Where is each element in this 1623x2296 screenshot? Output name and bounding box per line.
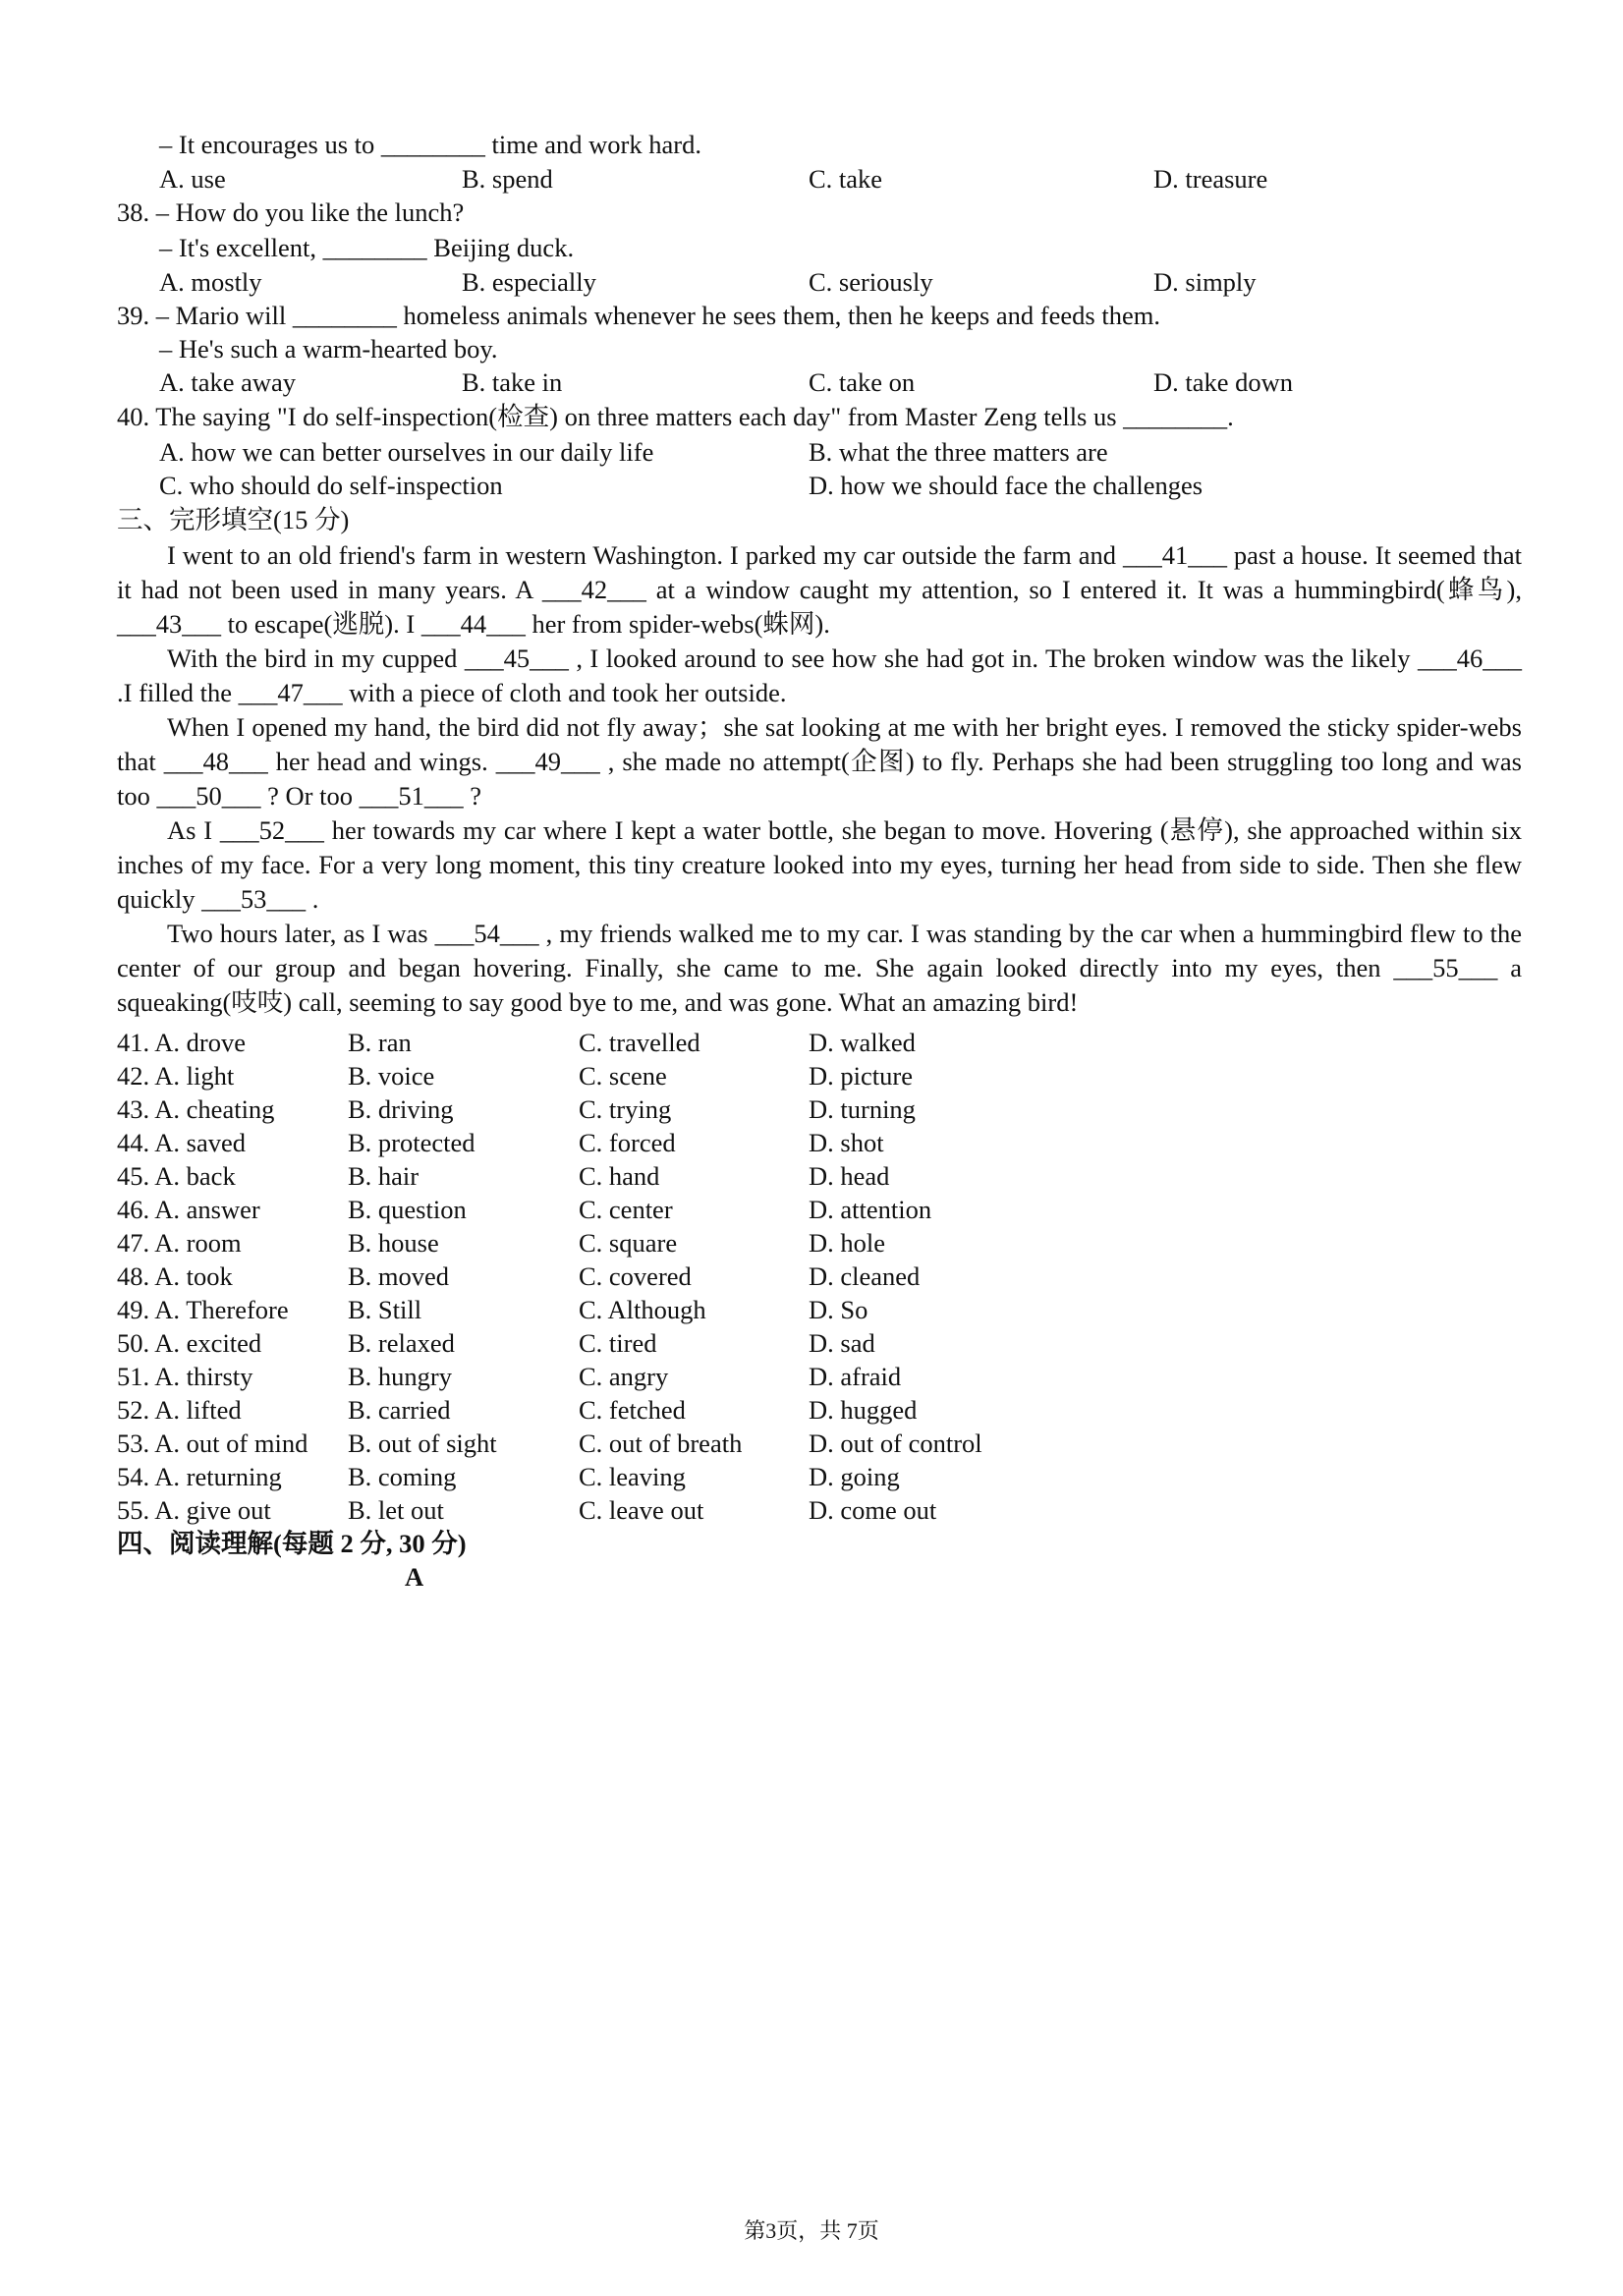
choice-row: 55. A. give out B. let out C. leave out D. come out	[117, 1495, 937, 1525]
paragraph-2: With the bird in my cupped ___45___ , I looked around to see how she had got in. The broken window was the likely ___46___ .I filled the ___47___ with a piece of cloth and took her outside.	[117, 644, 1522, 707]
option-b: B. take in	[462, 367, 563, 397]
choice-row: 50. A. excited B. relaxed C. tired D. sad	[117, 1328, 875, 1358]
paragraph-1: I went to an old friend's farm in western Washington. I parked my car outside the farm and ___41___ past a house. It seemed that it had not been used in many years. A ___42___ at a window caught my attention, so I entered it. It was a hummingbird(蜂鸟), ___43___ to escape(逃脱). I ___44___ her from spider-webs(蛛网).	[117, 540, 1522, 639]
q39-question: 39. – Mario will ________ homeless animals whenever he sees them, then he keeps and feeds them.	[117, 301, 1160, 330]
choice-row: 51. A. thirsty B. hungry C. angry D. afraid	[117, 1362, 902, 1391]
cloze-passage	[117, 538, 1522, 1020]
choice-row: 41. A. drove B. ran C. travelled D. walked	[117, 1028, 916, 1057]
option-a: A. mostly	[159, 267, 262, 297]
paragraph-4: As I ___52___ her towards my car where I kept a water bottle, she began to move. Hovering (悬停), she approached within six inches of my face. For a very long moment, this tiny creature looked into my eyes, turning her head from side to side. Then she flew quickly ___53___ .	[117, 815, 1522, 914]
q37-options	[0, 162, 1623, 196]
option-a: A. take away	[159, 367, 297, 397]
option-a: A. how we can better ourselves in our daily life	[159, 437, 654, 467]
q40-question: 40. The saying "I do self-inspection(检查) on three matters each day" from Master Zeng tells us ________.	[117, 402, 1234, 431]
option-d: D. how we should face the challenges	[809, 471, 1203, 500]
option-b: B. spend	[462, 164, 553, 194]
choice-row: 47. A. room B. house C. square D. hole	[117, 1228, 886, 1258]
option-c: C. take	[809, 164, 883, 194]
option-d: D. treasure	[1153, 164, 1268, 194]
section-4-title: 四、阅读理解(每题 2 分, 30 分)	[117, 1529, 467, 1558]
choice-row: 49. A. Therefore B. Still C. Although D. So	[117, 1295, 868, 1324]
choice-row: 53. A. out of mind B. out of sight C. out of breath D. out of control	[117, 1428, 982, 1458]
option-c: C. who should do self-inspection	[159, 471, 503, 500]
paragraph-5: Two hours later, as I was ___54___ , my friends walked me to my car. I was standing by the car when a hummingbird flew to the center of our group and began hovering. Finally, she came to me. She again looked directly into my eyes, then ___55___ a squeaking(吱吱) call, seeming to say good bye to me, and was gone. What an amazing bird!	[117, 919, 1522, 1017]
option-b: B. what the three matters are	[809, 437, 1108, 467]
choice-row: 44. A. saved B. protected C. forced D. shot	[117, 1128, 884, 1157]
q39-options	[0, 365, 1623, 399]
option-b: B. especially	[462, 267, 596, 297]
option-d: D. take down	[1153, 367, 1294, 397]
option-a: A. use	[159, 164, 226, 194]
choice-row: 43. A. cheating B. driving C. trying D. turning	[117, 1094, 916, 1124]
q38-answer-line: – It's excellent, ________ Beijing duck.	[159, 233, 575, 262]
option-d: D. simply	[1153, 267, 1257, 297]
q37-answer-line: – It encourages us to ________ time and work hard.	[159, 130, 701, 159]
paragraph-3: When I opened my hand, the bird did not fly away；she sat looking at me with her bright eyes. I removed the sticky spider-webs that ___48___ her head and wings. ___49___ , she made no attempt(企图) to fly. Perhaps she had been struggling too long and was too ___50___ ? Or too ___51___ ?	[117, 712, 1522, 811]
section-3-title: 三、完形填空(15 分)	[117, 505, 350, 534]
choice-row: 52. A. lifted B. carried C. fetched D. hugged	[117, 1395, 918, 1425]
q38-options	[0, 265, 1623, 299]
passage-label: A	[405, 1562, 424, 1592]
choice-row: 48. A. took B. moved C. covered D. cleaned	[117, 1261, 921, 1291]
q40-options-row2	[0, 469, 1623, 502]
choice-row: 42. A. light B. voice C. scene D. picture	[117, 1061, 913, 1091]
q39-answer-line: – He's such a warm-hearted boy.	[159, 334, 498, 364]
q40-options-row1	[0, 435, 1623, 469]
option-c: C. take on	[809, 367, 916, 397]
choice-row: 45. A. back B. hair C. hand D. head	[117, 1161, 890, 1191]
choice-row: 46. A. answer B. question C. center D. attention	[117, 1195, 932, 1224]
choice-row: 54. A. returning B. coming C. leaving D. going	[117, 1462, 900, 1491]
page-footer: 第3页，共 7页	[744, 2218, 879, 2243]
q38-question: 38. – How do you like the lunch?	[117, 197, 465, 227]
option-c: C. seriously	[809, 267, 933, 297]
